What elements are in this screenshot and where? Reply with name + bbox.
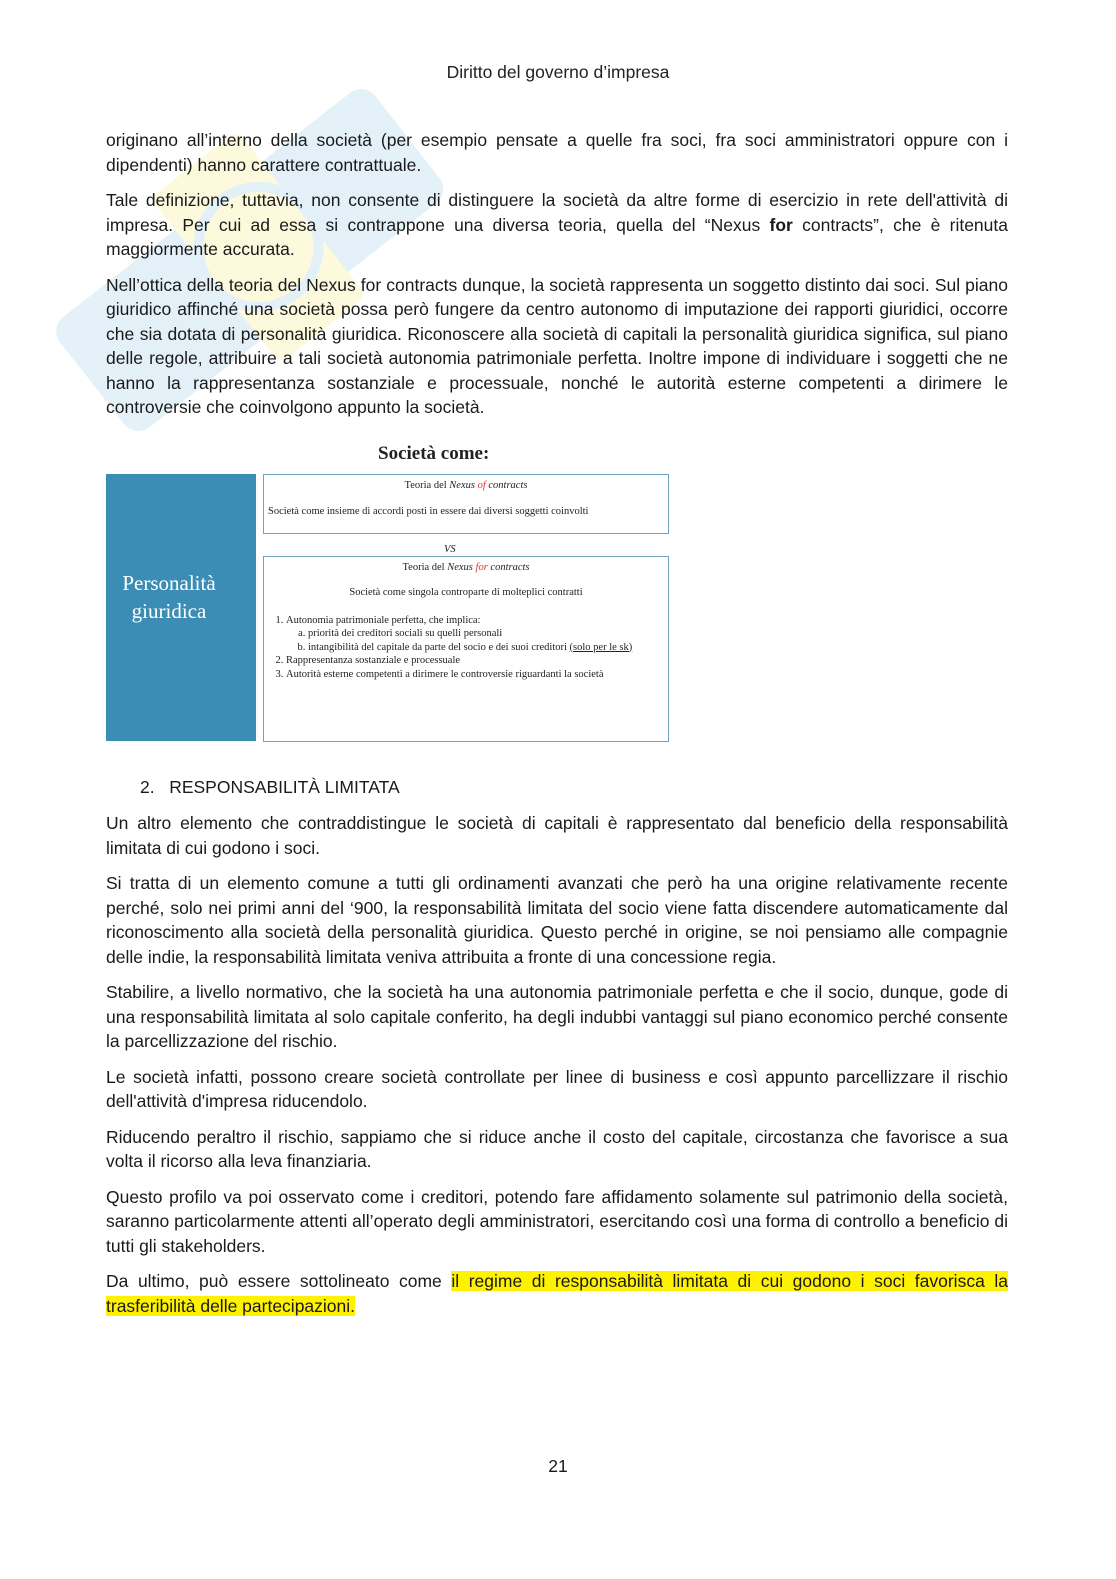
paragraph: Da ultimo, può essere sottolineato come il regime di responsabilità limitata di cui godono i soci favorisca la trasferibilità delle partecipazioni. xyxy=(106,1271,1008,1316)
nexus-of-contracts-box xyxy=(263,474,669,534)
box-list xyxy=(264,614,668,682)
paragraph: Un altro elemento che contraddistingue le società di capitali è rappresentato dal beneficio della responsabilità limitata di cui godono i soci. xyxy=(106,813,1008,858)
paragraph: originano all’interno della società (per esempio pensate a quelle fra soci, fra soci amministratori oppure con i dipendenti) hanno carattere contrattuale. xyxy=(106,130,1008,175)
figure-title: Società come: xyxy=(378,442,490,464)
paragraph: Stabilire, a livello normativo, che la società ha una autonomia patrimoniale perfetta e che il socio, dunque, gode di una responsabilità limitata al solo capitale conferito, ha degli indubbi vantaggi sul piano economico perché consente la parcellizzazione del rischio. xyxy=(106,982,1008,1051)
paragraph: Tale definizione, tuttavia, non consente di distinguere la società da altre forme di esercizio in rete dell'attività di impresa. Per cui ad essa si contrappone una diversa teoria, quella del “Nexus for contracts”, che è ritenuta maggiormente accurata. xyxy=(106,190,1008,259)
box-text: Società come insieme di accordi posti in essere dai diversi soggetti coinvolti xyxy=(268,506,589,517)
section-heading: 2. RESPONSABILITÀ LIMITATA xyxy=(140,776,400,797)
box-title: Teoria del Nexus of contracts xyxy=(404,479,528,491)
figure-side-panel xyxy=(106,474,256,741)
paragraph: Riducendo peraltro il rischio, sappiamo che si riduce anche il costo del capitale, circostanza che favorisce a sua volta il ricorso alla leva finanziaria. xyxy=(106,1126,1008,1171)
page-header: Diritto del governo d’impresa xyxy=(446,62,670,82)
nexus-for-contracts-box xyxy=(263,556,669,742)
page-number: 21 xyxy=(548,1456,568,1476)
box-subtitle: Società come singola controparte di molteplici contratti xyxy=(349,587,583,598)
paragraph: Nell’ottica della teoria del Nexus for contracts dunque, la società rappresenta un soggetto distinto dai soci. Sul piano giuridico affinché una società possa però fungere da centro autonomo di imputazione dei rapporti giuridici, occorre che sia dotata di personalità giuridica. Riconoscere alla società di capitali la personalità giuridica significa, sul piano delle regole, attribuire a tali società autonomia patrimoniale perfetta. Inoltre impone di individuare i soggetti che ne hanno la rappresentanza sostanziale e processuale, nonché le autorità esterne competenti a dirimere le controversie che coinvolgono appunto la società. xyxy=(106,274,1008,417)
box-title: Teoria del Nexus for contracts xyxy=(402,561,530,573)
list-item: 1. Autonomia patrimoniale perfetta, che implica: a. priorità dei creditori sociali su quelli personali b. intangibilità del capitale da parte del socio e dei suoi creditori (solo per le sk) xyxy=(286,614,668,655)
highlighted-text: il regime di responsabilità limitata di cui godono i soci favorisca la trasferibilità delle partecipazioni. xyxy=(106,1271,1008,1316)
document-body xyxy=(106,128,1008,1329)
vs-label: VS xyxy=(444,543,456,555)
figure-side-label: Personalità giuridica xyxy=(122,570,216,623)
paragraph: Le società infatti, possono creare società controllate per linee di business e così appunto parcellizzare il rischio dell'attività d'impresa riducendolo. xyxy=(106,1066,1008,1111)
list-item: 2. Rappresentanza sostanziale e processuale xyxy=(286,654,668,668)
list-item: 3. Autorità esterne competenti a dirimere le controversie riguardanti la società xyxy=(286,668,668,682)
list-item: a. priorità dei creditori sociali su quelli personali xyxy=(308,627,668,641)
figure-diagram xyxy=(106,442,672,747)
paragraph: Questo profilo va poi osservato come i creditori, potendo fare affidamento solamente sul patrimonio della società, saranno particolarmente attenti all’operato degli amministratori, esercitando così una forma di controllo a beneficio di tutti gli stakeholders. xyxy=(106,1186,1008,1256)
list-item: b. intangibilità del capitale da parte del socio e dei suoi creditori (solo per le sk) xyxy=(308,641,668,655)
paragraph: Si tratta di un elemento comune a tutti gli ordinamenti avanzati che però ha una origine relativamente recente perché, solo nei primi anni del ‘900, la responsabilità limitata del socio viene fatta discendere automaticamente dal riconoscimento alla società della personalità giuridica. Questo perché in origine, se noi pensiamo alle compagnie delle indie, la responsabilità limitata veniva attribuita a fronte di una concessione regia. xyxy=(106,873,1008,967)
